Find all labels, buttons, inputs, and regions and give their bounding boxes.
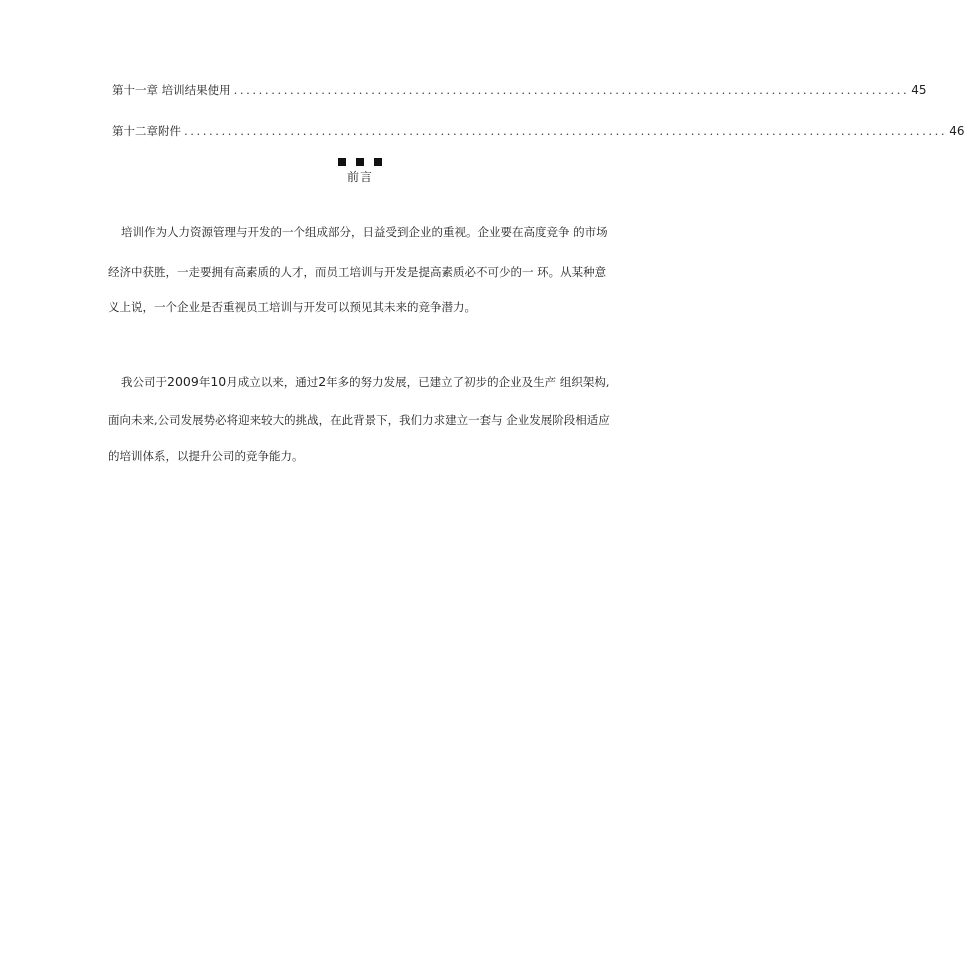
toc-page-number: 45 (911, 83, 927, 97)
paragraph-1-line-3: 义上说，一个企业是否重视员工培训与开发可以预见其未来的竞争潜力。 (108, 300, 476, 314)
text-fragment: 年多的努力发展，已建立了初步的企业及生产 组织架构, (326, 375, 610, 389)
text-fragment: 年 (198, 375, 211, 389)
toc-page-number: 46 (949, 124, 964, 138)
text-fragment: 月成立以来，通过 (226, 375, 319, 389)
preface-heading-marks (0, 158, 720, 166)
preface-title: 前言 (346, 170, 373, 184)
text-fragment: 我公司于 (121, 375, 167, 389)
years-number: 2 (318, 374, 327, 389)
toc-entry-title: 第十一章 培训结果使用 (112, 83, 231, 97)
toc-entry-chapter-12[interactable] (112, 123, 964, 139)
paragraph-2-line-1 (121, 374, 609, 390)
paragraph-2-line-2: 面向未来,公司发展势必将迎来较大的挑战，在此背景下，我们力求建立一套与 企业发展阶段相适应 (108, 413, 610, 427)
toc-entry-chapter-11[interactable] (112, 82, 927, 98)
paragraph-1-line-2: 经济中获胜，一走要拥有高素质的人才，而员工培训与开发是提高素质必不可少的一 环。从某种意 (108, 265, 607, 279)
paragraph-1-line-1: 培训作为人力资源管理与开发的一个组成部分，日益受到企业的重视。企业要在高度竞争 的市场 (121, 225, 608, 239)
toc-entry-title: 第十二章附件 (112, 124, 181, 138)
paragraph-2-line-3: 的培训体系，以提升公司的竞争能力。 (108, 449, 304, 463)
square-mark-icon (356, 158, 364, 166)
toc-leader-dots: ............................................................................................................ (233, 83, 910, 97)
square-mark-icon (374, 158, 382, 166)
toc-leader-dots: .......................................................................................................................... (184, 124, 948, 138)
year-number: 2009 (167, 374, 199, 389)
square-mark-icon (338, 158, 346, 166)
month-number: 10 (210, 374, 227, 389)
